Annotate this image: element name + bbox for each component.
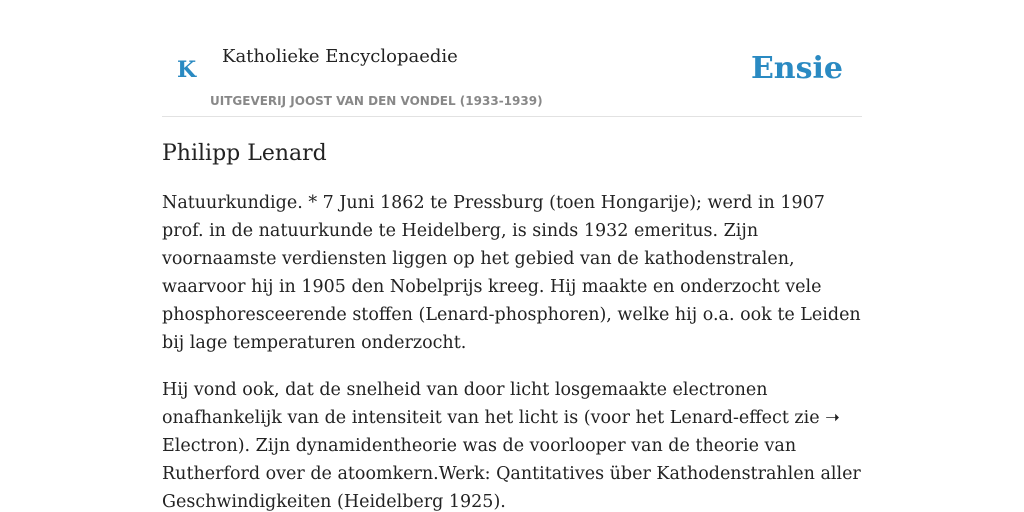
article-paragraph-2 [162,376,862,512]
article-paragraph-1: Natuurkundige. * 7 Juni 1862 te Pressburg (toen Hongarije); werd in 1907 prof. in de natuurkunde te Heidelberg, is sinds 1932 emeritus. Zijn voornaamste verdiensten liggen op het gebied van de kathodenstralen, waarvoor hij in 1905 den Nobelprijs kreeg. Hij maakte en onderzocht vele phosphoresceerende stoffen (Lenard-phosphoren), welke hij o.a. ook te Leiden bij lage temperaturen onderzocht. [162,193,861,353]
paragraph-2-text-after: ). Zijn dynamidentheorie was de voorlooper van de theorie van Rutherford over de atoomkern.Werk: Qantitatives über Kathodenstrahlen aller Geschwindigkeiten (Heidelberg 1925). [162,436,861,512]
site-header [162,0,862,117]
ensie-logo[interactable]: Ensie [750,51,843,86]
electron-cross-reference-link[interactable]: ➝ Electron [162,408,840,456]
article-title: Philipp Lenard [162,141,327,166]
article [162,138,862,512]
publication-title[interactable]: Katholieke Encyclopaedie [222,46,458,67]
publication-subtitle: UITGEVERIJ JOOST VAN DEN VONDEL (1933-1939) [210,94,543,108]
publication-logo[interactable]: K [177,57,197,83]
paragraph-2-text-before: Hij vond ook, dat de snelheid van door licht losgemaakte electronen onafhankelijk van de intensiteit van het licht is (voor het Lenard-effect zie [162,380,826,428]
